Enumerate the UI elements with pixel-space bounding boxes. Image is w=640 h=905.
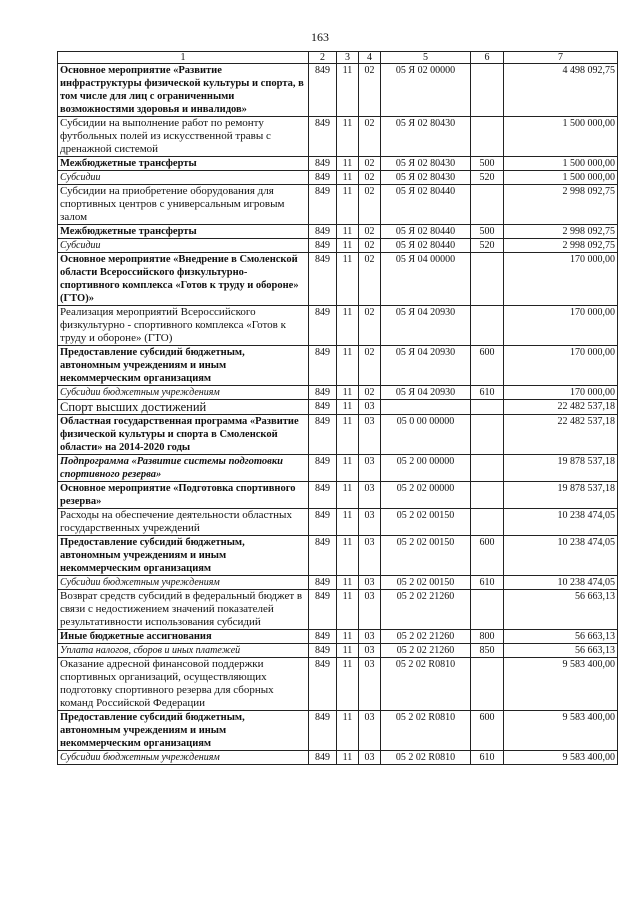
subsection-code-cell: 02: [359, 346, 381, 386]
ministry-code-cell: 849: [309, 117, 337, 157]
ministry-code-cell: 849: [309, 346, 337, 386]
target-article-cell: 05 Я 04 20930: [381, 386, 471, 400]
ministry-code-cell: 849: [309, 658, 337, 711]
section-code-cell: 11: [337, 482, 359, 509]
header-cell: 6: [471, 52, 504, 64]
target-article-cell: 05 2 02 21260: [381, 590, 471, 630]
subsection-code-cell: 03: [359, 482, 381, 509]
amount-cell: 1 500 000,00: [504, 171, 618, 185]
budget-table: [57, 51, 618, 765]
row-name-cell: Субсидии бюджетным учреждениям: [58, 576, 309, 590]
section-code-cell: 11: [337, 576, 359, 590]
section-code-cell: 11: [337, 751, 359, 765]
section-code-cell: 11: [337, 239, 359, 253]
ministry-code-cell: 849: [309, 225, 337, 239]
target-article-cell: 05 2 02 21260: [381, 630, 471, 644]
table-row: [58, 171, 618, 185]
subsection-code-cell: 02: [359, 386, 381, 400]
target-article-cell: 05 Я 02 80430: [381, 171, 471, 185]
row-name-cell: Иные бюджетные ассигнования: [58, 630, 309, 644]
subsection-code-cell: 02: [359, 185, 381, 225]
target-article-cell: 05 2 02 R0810: [381, 658, 471, 711]
target-article-cell: 05 2 02 R0810: [381, 711, 471, 751]
target-article-cell: 05 2 02 21260: [381, 644, 471, 658]
expense-type-cell: 500: [471, 225, 504, 239]
amount-cell: 9 583 400,00: [504, 711, 618, 751]
table-row: [58, 415, 618, 455]
subsection-code-cell: 02: [359, 239, 381, 253]
section-code-cell: 11: [337, 590, 359, 630]
section-code-cell: 11: [337, 346, 359, 386]
expense-type-cell: 600: [471, 711, 504, 751]
section-code-cell: 11: [337, 386, 359, 400]
section-code-cell: 11: [337, 171, 359, 185]
table-row: [58, 455, 618, 482]
expense-type-cell: 610: [471, 386, 504, 400]
expense-type-cell: [471, 590, 504, 630]
row-name-cell: Субсидии на приобретение оборудования для спортивных центров с универсальным игровым залом: [58, 185, 309, 225]
row-name-cell: Спорт высших достижений: [58, 400, 309, 415]
target-article-cell: 05 2 02 R0810: [381, 751, 471, 765]
amount-cell: 170 000,00: [504, 386, 618, 400]
subsection-code-cell: 03: [359, 630, 381, 644]
section-code-cell: 11: [337, 185, 359, 225]
ministry-code-cell: 849: [309, 157, 337, 171]
expense-type-cell: [471, 415, 504, 455]
section-code-cell: 11: [337, 644, 359, 658]
target-article-cell: 05 Я 04 20930: [381, 306, 471, 346]
table-row: [58, 576, 618, 590]
expense-type-cell: 520: [471, 171, 504, 185]
row-name-cell: Субсидии: [58, 239, 309, 253]
subsection-code-cell: 02: [359, 117, 381, 157]
subsection-code-cell: 03: [359, 536, 381, 576]
amount-cell: 56 663,13: [504, 590, 618, 630]
amount-cell: 56 663,13: [504, 644, 618, 658]
target-article-cell: 05 2 00 00000: [381, 455, 471, 482]
target-article-cell: 05 Я 02 80440: [381, 185, 471, 225]
expense-type-cell: [471, 455, 504, 482]
section-code-cell: 11: [337, 400, 359, 415]
subsection-code-cell: 03: [359, 751, 381, 765]
row-name-cell: Уплата налогов, сборов и иных платежей: [58, 644, 309, 658]
section-code-cell: 11: [337, 306, 359, 346]
ministry-code-cell: 849: [309, 455, 337, 482]
amount-cell: 22 482 537,18: [504, 400, 618, 415]
target-article-cell: 05 Я 02 80440: [381, 225, 471, 239]
target-article-cell: 05 Я 02 80430: [381, 117, 471, 157]
row-name-cell: Субсидии на выполнение работ по ремонту футбольных полей из искусственной травы с дренажной системой: [58, 117, 309, 157]
section-code-cell: 11: [337, 711, 359, 751]
table-row: [58, 185, 618, 225]
subsection-code-cell: 02: [359, 64, 381, 117]
target-article-cell: 05 2 02 00000: [381, 482, 471, 509]
expense-type-cell: [471, 482, 504, 509]
amount-cell: 56 663,13: [504, 630, 618, 644]
target-article-cell: 05 0 00 00000: [381, 415, 471, 455]
expense-type-cell: 610: [471, 751, 504, 765]
amount-cell: 4 498 092,75: [504, 64, 618, 117]
expense-type-cell: [471, 658, 504, 711]
table-row: [58, 658, 618, 711]
header-cell: 4: [359, 52, 381, 64]
row-name-cell: Оказание адресной финансовой поддержки спортивных организаций, осуществляющих подготовку спортивного резерва для сборных команд Российской Федерации: [58, 658, 309, 711]
subsection-code-cell: 03: [359, 400, 381, 415]
row-name-cell: Субсидии: [58, 171, 309, 185]
table-row: [58, 536, 618, 576]
table-row: [58, 644, 618, 658]
target-article-cell: 05 2 02 00150: [381, 576, 471, 590]
table-row: [58, 306, 618, 346]
subsection-code-cell: 02: [359, 157, 381, 171]
ministry-code-cell: 849: [309, 400, 337, 415]
amount-cell: 170 000,00: [504, 346, 618, 386]
header-cell: 7: [504, 52, 618, 64]
row-name-cell: Подпрограмма «Развитие системы подготовки спортивного резерва»: [58, 455, 309, 482]
row-name-cell: Предоставление субсидий бюджетным, автономным учреждениям и иным некоммерческим организациям: [58, 536, 309, 576]
table-row: [58, 346, 618, 386]
header-cell: 2: [309, 52, 337, 64]
target-article-cell: 05 Я 02 00000: [381, 64, 471, 117]
subsection-code-cell: 03: [359, 590, 381, 630]
row-name-cell: Предоставление субсидий бюджетным, автономным учреждениям и иным некоммерческим организациям: [58, 711, 309, 751]
expense-type-cell: [471, 509, 504, 536]
row-name-cell: Межбюджетные трансферты: [58, 157, 309, 171]
amount-cell: 10 238 474,05: [504, 536, 618, 576]
table-row: [58, 590, 618, 630]
row-name-cell: Субсидии бюджетным учреждениям: [58, 751, 309, 765]
ministry-code-cell: 849: [309, 239, 337, 253]
section-code-cell: 11: [337, 415, 359, 455]
header-cell: 5: [381, 52, 471, 64]
ministry-code-cell: 849: [309, 509, 337, 536]
target-article-cell: 05 Я 02 80440: [381, 239, 471, 253]
header-cell: 3: [337, 52, 359, 64]
ministry-code-cell: 849: [309, 711, 337, 751]
target-article-cell: 05 2 02 00150: [381, 536, 471, 576]
amount-cell: 9 583 400,00: [504, 751, 618, 765]
amount-cell: 10 238 474,05: [504, 576, 618, 590]
ministry-code-cell: 849: [309, 590, 337, 630]
ministry-code-cell: 849: [309, 171, 337, 185]
section-code-cell: 11: [337, 536, 359, 576]
ministry-code-cell: 849: [309, 64, 337, 117]
row-name-cell: Межбюджетные трансферты: [58, 225, 309, 239]
amount-cell: 19 878 537,18: [504, 482, 618, 509]
amount-cell: 2 998 092,75: [504, 225, 618, 239]
section-code-cell: 11: [337, 253, 359, 306]
row-name-cell: Предоставление субсидий бюджетным, автономным учреждениям и иным некоммерческим организациям: [58, 346, 309, 386]
ministry-code-cell: 849: [309, 306, 337, 346]
page-number: 163: [311, 30, 329, 44]
subsection-code-cell: 03: [359, 415, 381, 455]
amount-cell: 19 878 537,18: [504, 455, 618, 482]
table-row: [58, 117, 618, 157]
amount-cell: 1 500 000,00: [504, 157, 618, 171]
ministry-code-cell: 849: [309, 415, 337, 455]
target-article-cell: 05 Я 04 20930: [381, 346, 471, 386]
expense-type-cell: 500: [471, 157, 504, 171]
ministry-code-cell: 849: [309, 644, 337, 658]
row-name-cell: Субсидии бюджетным учреждениям: [58, 386, 309, 400]
table-row: [58, 64, 618, 117]
subsection-code-cell: 03: [359, 576, 381, 590]
expense-type-cell: [471, 253, 504, 306]
section-code-cell: 11: [337, 455, 359, 482]
amount-cell: 2 998 092,75: [504, 185, 618, 225]
table-row: [58, 711, 618, 751]
ministry-code-cell: 849: [309, 576, 337, 590]
section-code-cell: 11: [337, 117, 359, 157]
section-code-cell: 11: [337, 630, 359, 644]
section-code-cell: 11: [337, 658, 359, 711]
table-row: [58, 386, 618, 400]
amount-cell: 9 583 400,00: [504, 658, 618, 711]
subsection-code-cell: 02: [359, 306, 381, 346]
ministry-code-cell: 849: [309, 482, 337, 509]
ministry-code-cell: 849: [309, 386, 337, 400]
row-name-cell: Основное мероприятие «Подготовка спортивного резерва»: [58, 482, 309, 509]
ministry-code-cell: 849: [309, 253, 337, 306]
ministry-code-cell: 849: [309, 536, 337, 576]
header-cell: 1: [58, 52, 309, 64]
row-name-cell: Расходы на обеспечение деятельности областных государственных учреждений: [58, 509, 309, 536]
section-code-cell: 11: [337, 64, 359, 117]
expense-type-cell: [471, 117, 504, 157]
table-row: [58, 157, 618, 171]
target-article-cell: 05 Я 04 00000: [381, 253, 471, 306]
expense-type-cell: 600: [471, 346, 504, 386]
row-name-cell: Областная государственная программа «Развитие физической культуры и спорта в Смоленской области» на 2014-2020 годы: [58, 415, 309, 455]
table-row: [58, 239, 618, 253]
subsection-code-cell: 02: [359, 253, 381, 306]
amount-cell: 22 482 537,18: [504, 415, 618, 455]
subsection-code-cell: 02: [359, 171, 381, 185]
target-article-cell: [381, 400, 471, 415]
subsection-code-cell: 03: [359, 658, 381, 711]
subsection-code-cell: 03: [359, 455, 381, 482]
amount-cell: 2 998 092,75: [504, 239, 618, 253]
amount-cell: 170 000,00: [504, 306, 618, 346]
target-article-cell: 05 Я 02 80430: [381, 157, 471, 171]
section-code-cell: 11: [337, 509, 359, 536]
expense-type-cell: [471, 306, 504, 346]
row-name-cell: Возврат средств субсидий в федеральный бюджет в связи с недостижением значений показателей результативности использования субсидий: [58, 590, 309, 630]
row-name-cell: Реализация мероприятий Всероссийского физкультурно - спортивного комплекса «Готов к труду и обороне» (ГТО): [58, 306, 309, 346]
subsection-code-cell: 03: [359, 509, 381, 536]
ministry-code-cell: 849: [309, 185, 337, 225]
amount-cell: 10 238 474,05: [504, 509, 618, 536]
expense-type-cell: [471, 400, 504, 415]
expense-type-cell: 800: [471, 630, 504, 644]
amount-cell: 1 500 000,00: [504, 117, 618, 157]
subsection-code-cell: 03: [359, 644, 381, 658]
subsection-code-cell: 02: [359, 225, 381, 239]
table-row: [58, 253, 618, 306]
table-row: [58, 751, 618, 765]
section-code-cell: 11: [337, 157, 359, 171]
row-name-cell: Основное мероприятие «Внедрение в Смоленской области Всероссийского физкультурно-спортивного комплекса «Готов к труду и обороне» (ГТО)»: [58, 253, 309, 306]
table-row: [58, 509, 618, 536]
table-header-row: [58, 52, 618, 64]
target-article-cell: 05 2 02 00150: [381, 509, 471, 536]
row-name-cell: Основное мероприятие «Развитие инфраструктуры физической культуры и спорта, в том числе для лиц с ограниченными возможностями здоровья и инвалидов»: [58, 64, 309, 117]
expense-type-cell: [471, 64, 504, 117]
expense-type-cell: 610: [471, 576, 504, 590]
table-row: [58, 225, 618, 239]
expense-type-cell: [471, 185, 504, 225]
subsection-code-cell: 03: [359, 711, 381, 751]
ministry-code-cell: 849: [309, 751, 337, 765]
section-code-cell: 11: [337, 225, 359, 239]
table-row: [58, 400, 618, 415]
expense-type-cell: 600: [471, 536, 504, 576]
table-row: [58, 630, 618, 644]
amount-cell: 170 000,00: [504, 253, 618, 306]
expense-type-cell: 850: [471, 644, 504, 658]
table-row: [58, 482, 618, 509]
expense-type-cell: 520: [471, 239, 504, 253]
ministry-code-cell: 849: [309, 630, 337, 644]
